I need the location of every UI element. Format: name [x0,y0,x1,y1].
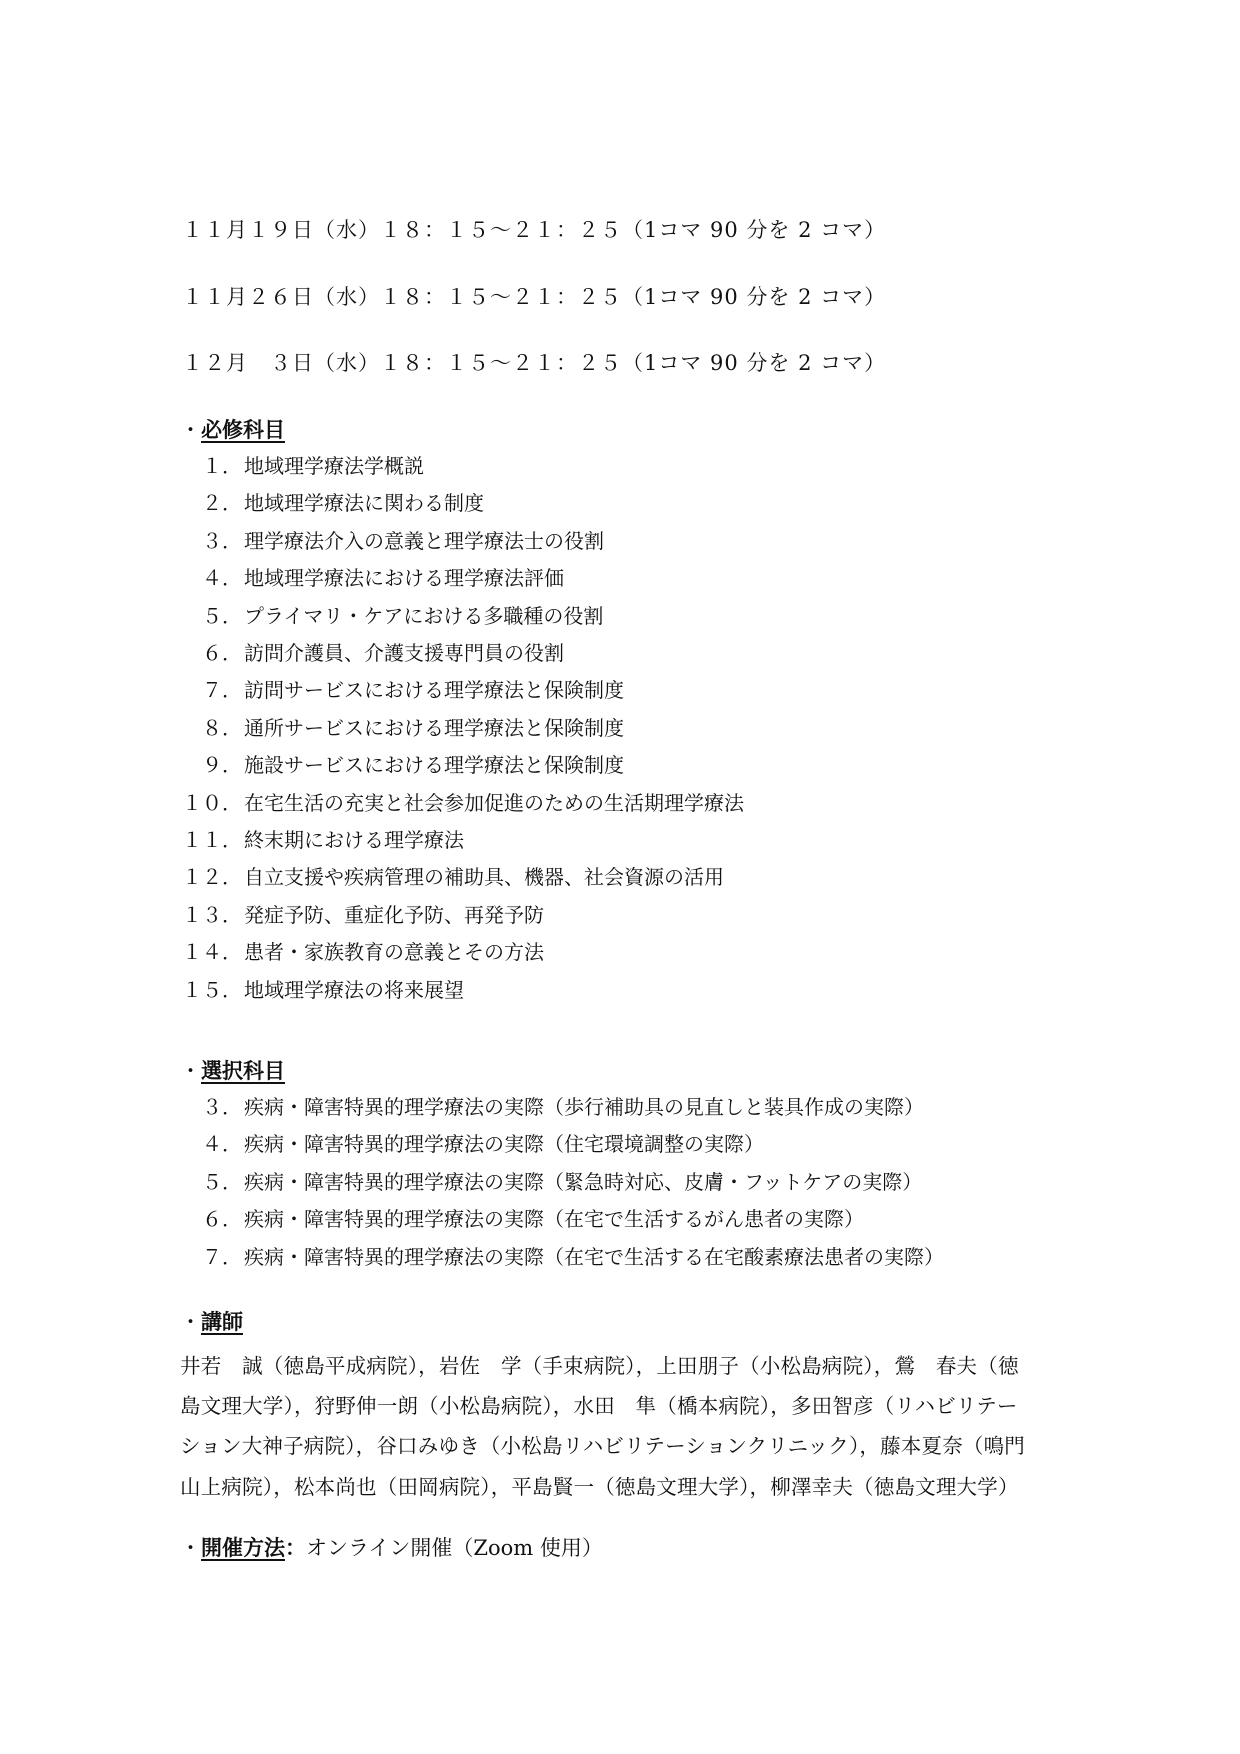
elective-item-number: ５． [202,1169,242,1194]
required-item [180,674,624,703]
elective-item [180,1241,944,1270]
required-item-number: １４． [182,940,242,965]
elective-item-text: 疾病・障害特異的理学療法の実際（在宅で生活する在宅酸素療法患者の実際） [244,1244,944,1269]
elective-item [180,1128,764,1157]
elective-item-number: ６． [202,1207,242,1232]
required-item [180,936,544,965]
required-item-text: 発症予防、重症化予防、再発予防 [244,902,544,927]
required-item-text: 自立支援や疾病管理の補助具、機器、社会資源の活用 [244,865,724,890]
elective-item [180,1091,924,1120]
required-item [180,562,564,591]
required-item-number: １３． [182,902,242,927]
required-item [180,974,464,1003]
required-item-text: 理学療法介入の意義と理学療法士の役割 [244,528,604,553]
required-item-number: ６． [202,641,242,665]
elective-item-text: 疾病・障害特異的理学療法の実際（緊急時対応、皮膚・フットケアの実際） [244,1169,923,1194]
schedule-line-3: １２月 ３日（水）１８：１５～２１：２５（1コマ 90 分を 2 コマ） [182,351,887,375]
required-item [180,861,724,890]
required-item-text: プライマリ・ケアにおける多職種の役割 [244,603,604,628]
elective-item-number: ３． [202,1095,242,1119]
lecturers-heading-text: 講師 [201,1309,243,1334]
required-item [180,749,624,778]
schedule-line-2: １１月２６日（水）１８：１５～２１：２５（1コマ 90 分を 2 コマ） [182,285,887,309]
required-item-text: 患者・家族教育の意義とその方法 [244,940,544,965]
required-item-text: 地域理学療法学概説 [244,454,424,478]
elective-item-text: 疾病・障害特異的理学療法の実際（在宅で生活するがん患者の実際） [244,1207,864,1232]
required-item-number: ７． [202,678,242,703]
lecturers-line-4: 山上病院），松本尚也（田岡病院），平島賢一（徳島文理大学），柳澤幸夫（徳島文理大学） [180,1475,1019,1499]
required-item [180,637,564,666]
required-heading-text: 必修科目 [201,417,285,442]
required-item-text: 在宅生活の充実と社会参加促進のための生活期理学療法 [244,790,744,815]
required-bullet: ・ [180,418,201,442]
elective-bullet: ・ [180,1059,201,1083]
required-item-text: 地域理学療法における理学療法評価 [244,566,564,591]
required-item-text: 終末期における理学療法 [244,828,464,852]
required-item-number: ３． [202,528,242,553]
required-item-number: ５． [202,603,242,628]
lecturers-heading [180,1306,243,1336]
required-item-number: ４． [202,566,242,591]
required-item [180,787,744,816]
required-item [180,899,544,928]
method-colon: ： [285,1535,306,1560]
required-item-number: １２． [182,865,242,890]
elective-heading [180,1055,285,1085]
required-item [180,450,424,479]
required-item [180,600,603,629]
method-bullet: ・ [180,1536,201,1560]
elective-item-text: 疾病・障害特異的理学療法の実際（住宅環境調整の実際） [244,1132,764,1157]
required-item [180,525,604,554]
method-heading-text: 開催方法 [201,1535,285,1560]
method-value: オンライン開催（Zoom 使用） [306,1536,603,1560]
required-heading [180,414,285,444]
required-item-number: １１． [182,828,242,852]
lecturers-line-2: 島文理大学），狩野伸一朗（小松島病院），水田 隼（橋本病院），多田智彦（リハビリテー [180,1394,1018,1418]
required-item-number: １． [202,454,242,478]
elective-item [180,1203,864,1232]
method-line [180,1532,603,1562]
elective-item-number: ４． [202,1132,242,1157]
required-item-number: ２． [202,491,242,516]
required-item [180,712,624,741]
elective-heading-text: 選択科目 [201,1058,285,1083]
lecturers-bullet: ・ [180,1310,201,1334]
schedule-line-1: １１月１９日（水）１８：１５～２１：２５（1コマ 90 分を 2 コマ） [182,218,887,242]
required-item [180,824,464,853]
required-item-text: 施設サービスにおける理学療法と保険制度 [244,753,624,778]
lecturers-line-3: ション大神子病院），谷口みゆき（小松島リハビリテーションクリニック），藤本夏奈（鳴門 [180,1434,1026,1458]
required-item-number: ８． [202,715,242,740]
required-item-text: 地域理学療法の将来展望 [244,977,464,1002]
required-item-text: 地域理学療法に関わる制度 [244,491,484,516]
elective-item-text: 疾病・障害特異的理学療法の実際（歩行補助具の見直しと装具作成の実際） [244,1095,924,1119]
elective-item-number: ７． [202,1244,242,1269]
elective-item [180,1166,922,1195]
lecturers-line-1: 井若 誠（徳島平成病院），岩佐 学（手束病院），上田朋子（小松島病院），鶯 春夫（徳 [180,1354,1019,1378]
required-item-number: １０． [182,790,242,815]
required-item-text: 訪問介護員、介護支援専門員の役割 [244,641,564,665]
required-item-number: １５． [182,977,242,1002]
required-item-number: ９． [202,753,242,778]
required-item-text: 訪問サービスにおける理学療法と保険制度 [244,678,624,703]
required-item [180,487,484,516]
required-item-text: 通所サービスにおける理学療法と保険制度 [244,715,624,740]
